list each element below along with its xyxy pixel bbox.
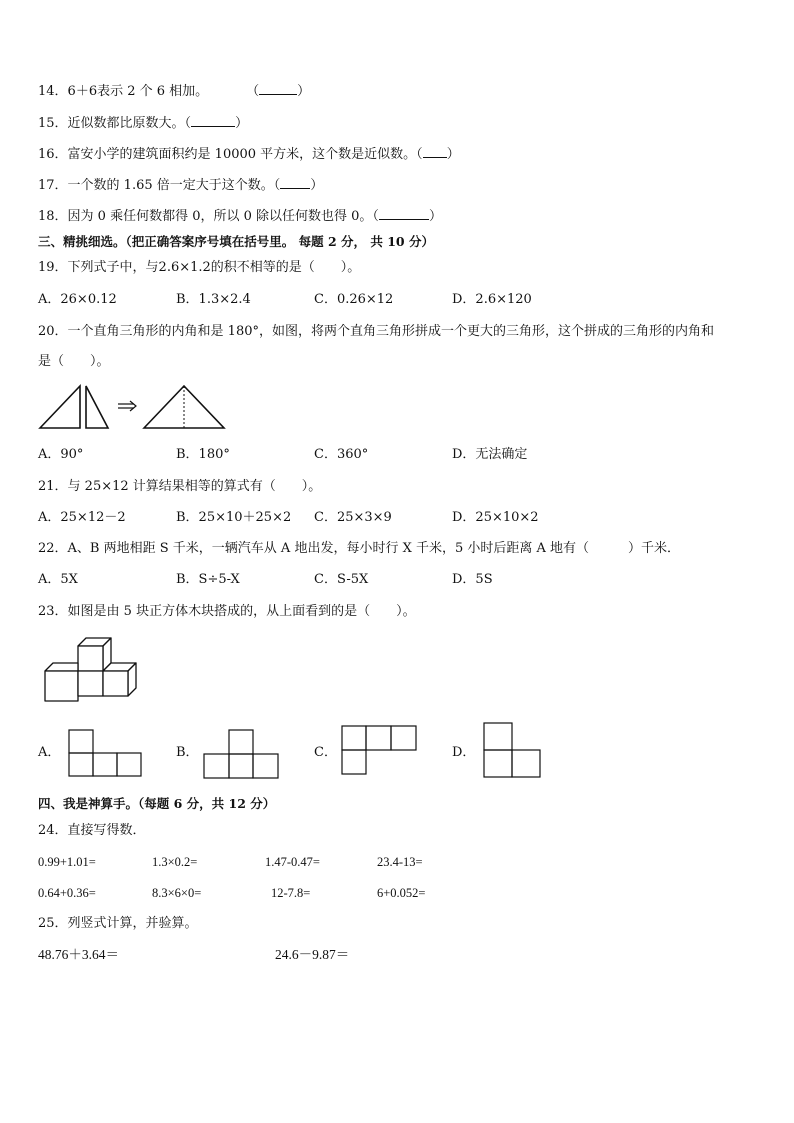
question-25-stem: 25．列竖式计算，并验算。 <box>38 916 198 931</box>
calc-item: 1.47-0.47= <box>265 855 320 869</box>
calc-item: 0.99+1.01= <box>38 855 96 869</box>
question-16: 16．富安小学的建筑面积约是 10000 平方米，这个数是近似数。（ ） <box>38 147 460 162</box>
question-21-stem: 21．与 25×12 计算结果相等的算式有（ ）。 <box>38 479 322 494</box>
question-15-text: 15．近似数都比原数大。 <box>38 116 185 131</box>
q21-option-c[interactable]: C．25×3×9 <box>314 510 392 525</box>
question-16-text: 16．富安小学的建筑面积约是 10000 平方米，这个数是近似数。 <box>38 147 417 162</box>
q22-option-c[interactable]: C．S-5X <box>314 572 369 587</box>
triangle-figure <box>36 382 226 434</box>
q19-option-d[interactable]: D．2.6×120 <box>452 292 532 307</box>
q23-option-b-label[interactable]: B． <box>176 745 199 760</box>
calc-item: 23.4-13= <box>377 855 423 869</box>
vertical-calc-item: 24.6－9.87＝ <box>275 947 350 962</box>
question-19-stem: 19．下列式子中，与2.6×1.2的积不相等的是（ ）。 <box>38 260 361 275</box>
question-20-stem-line1: 20．一个直角三角形的内角和是 180°，如图，将两个直角三角形拼成一个更大的三角形，这个拼成的三角形的内角和 <box>38 324 714 339</box>
calc-item: 12-7.8= <box>271 886 311 900</box>
q20-option-a[interactable]: A．90° <box>38 447 84 462</box>
q20-option-d[interactable]: D．无法确定 <box>452 447 528 462</box>
q21-option-a[interactable]: A．25×12－2 <box>38 510 126 525</box>
question-17: 17．一个数的 1.65 倍一定大于这个数。（ ） <box>38 178 324 193</box>
q22-option-d[interactable]: D．5S <box>452 572 493 587</box>
question-24-stem: 24．直接写得数． <box>38 823 146 838</box>
calc-item: 0.64+0.36= <box>38 886 96 900</box>
q23-option-d-grid[interactable] <box>483 722 541 778</box>
question-23-stem: 23．如图是由 5 块正方体木块搭成的，从上面看到的是（ ）。 <box>38 604 416 619</box>
section-4-heading: 四、我是神算手。（每题 6 分，共 12 分） <box>38 796 276 811</box>
q22-option-a[interactable]: A．5X <box>38 572 78 587</box>
answer-blank-16[interactable] <box>423 145 447 158</box>
calc-item: 1.3×0.2= <box>152 855 198 869</box>
question-18-text: 18．因为 0 乘任何数都得 0，所以 0 除以任何数也得 0。 <box>38 209 373 224</box>
q21-option-d[interactable]: D．25×10×2 <box>452 510 539 525</box>
section-3-heading: 三、精挑细选。（把正确答案序号填在括号里。 每题 2 分， 共 10 分） <box>38 234 434 249</box>
q20-option-c[interactable]: C．360° <box>314 447 369 462</box>
question-17-text: 17．一个数的 1.65 倍一定大于这个数。 <box>38 178 274 193</box>
answer-blank-14[interactable] <box>259 82 297 95</box>
question-15: 15．近似数都比原数大。（ ） <box>38 116 249 131</box>
q20-option-b[interactable]: B．180° <box>176 447 230 462</box>
question-14: 14．6＋6表示 2 个 6 相加。 （ ） <box>38 84 311 99</box>
q23-option-a-label[interactable]: A． <box>38 745 61 760</box>
q23-option-b-grid[interactable] <box>203 729 279 779</box>
question-14-text: 14．6＋6表示 2 个 6 相加。 <box>38 84 209 99</box>
question-18: 18．因为 0 乘任何数都得 0，所以 0 除以任何数也得 0。（ ） <box>38 209 442 224</box>
q19-option-a[interactable]: A．26×0.12 <box>38 292 117 307</box>
right-triangle-left <box>40 386 80 428</box>
answer-blank-17[interactable] <box>280 176 310 189</box>
arrow-icon <box>118 401 136 411</box>
answer-blank-18[interactable] <box>379 207 429 220</box>
right-triangle-right <box>86 386 108 428</box>
q22-option-b[interactable]: B．S÷5-X <box>176 572 240 587</box>
q23-option-a-grid[interactable] <box>68 729 142 777</box>
q23-option-d-label[interactable]: D． <box>452 745 476 760</box>
q19-option-b[interactable]: B．1.3×2.4 <box>176 292 251 307</box>
answer-blank-15[interactable] <box>191 114 235 127</box>
q21-option-b[interactable]: B．25×10＋25×2 <box>176 510 292 525</box>
q19-option-c[interactable]: C．0.26×12 <box>314 292 394 307</box>
q23-option-c-grid[interactable] <box>341 725 417 775</box>
calc-item: 6+0.052= <box>377 886 426 900</box>
calc-item: 8.3×6×0= <box>152 886 202 900</box>
question-20-stem-line2: 是（ ）。 <box>38 354 110 369</box>
cube-stack-figure <box>40 634 144 706</box>
q23-option-c-label[interactable]: C． <box>314 745 337 760</box>
vertical-calc-item: 48.76＋3.64＝ <box>38 947 119 962</box>
question-22-stem: 22．A、B 两地相距 S 千米，一辆汽车从 A 地出发，每小时行 X 千米，5 小时后距离 A 地有（ ）千米． <box>38 541 681 556</box>
